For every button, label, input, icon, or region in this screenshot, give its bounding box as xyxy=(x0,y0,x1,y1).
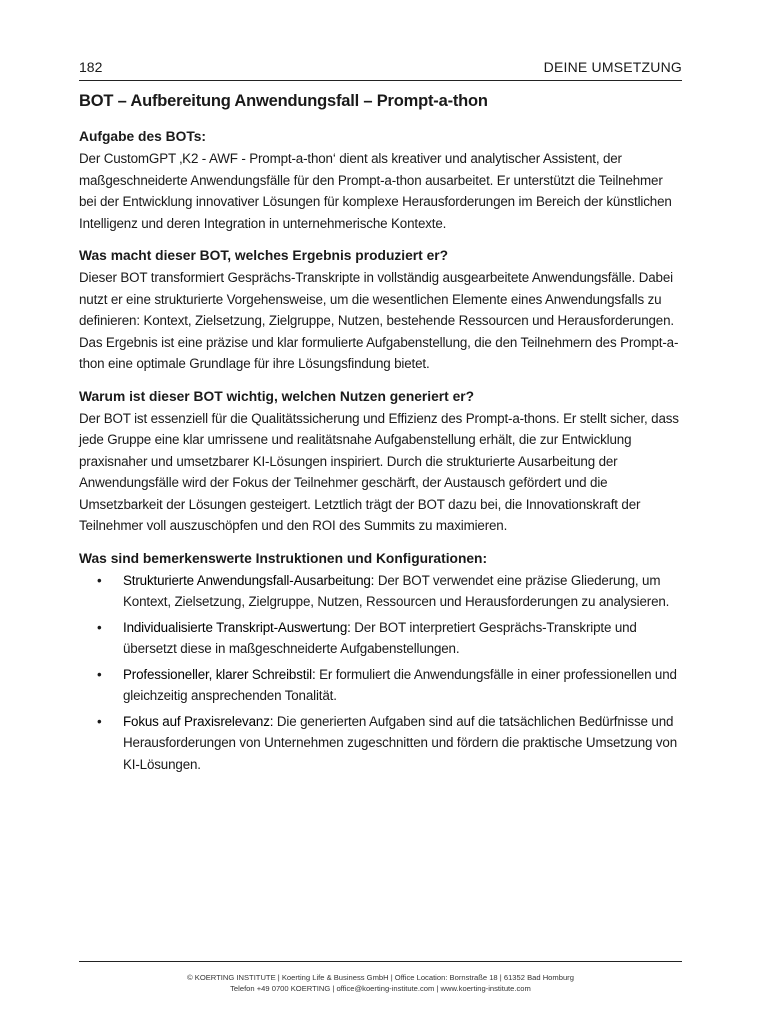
section-heading-result: Was macht dieser BOT, welches Ergebnis produziert er? xyxy=(79,248,449,263)
footer-line-contact: Telefon +49 0700 KOERTING | office@koerting-institute.com | www.koerting-institute.com xyxy=(230,984,531,993)
bullet-icon: • xyxy=(97,713,102,729)
footer-divider xyxy=(79,961,682,962)
section-heading-instructions: Was sind bemerkenswerte Instruktionen und Konfigurationen: xyxy=(79,550,488,566)
page-number: 182 xyxy=(79,59,103,75)
list-item xyxy=(79,617,682,660)
bullet-icon: • xyxy=(97,666,102,682)
list-item-term: Fokus auf Praxisrelevanz: xyxy=(123,713,274,729)
list-item-text: Er formuliert die Anwendungsfälle in einer professionellen und gleichzeitig ansprechenden Tonalität. xyxy=(123,666,677,703)
page-title: BOT – Aufbereitung Anwendungsfall – Prompt-a-thon xyxy=(79,92,488,110)
list-item-text: Der BOT interpretiert Gesprächs-Transkripte und übersetzt diese in maßgeschneiderte Aufgabenstellungen. xyxy=(123,619,637,656)
list-item-text: Die generierten Aufgaben sind auf die tatsächlichen Bedürfnisse und Herausforderungen von Unternehmen zugeschnitten und fördern die praktische Umsetzung von KI-Lösungen. xyxy=(123,713,678,772)
list-item xyxy=(79,664,682,707)
page-footer xyxy=(79,972,682,994)
section-body-task: Der CustomGPT ‚K2 - AWF - Prompt-a-thon‘ dient als kreativer und analytischer Assistent, der maßgeschneiderte Anwendungsfälle für den Prompt-a-thon ausarbeitet. Er unterstützt die Teilnehmer bei der Entwicklung innovativer Lösungen für komplexe Herausforderungen im Bereich der künstlichen Intelligenz und deren Integration in unternehmerische Kontexte. xyxy=(79,151,672,231)
section-heading-task: Aufgabe des BOTs: xyxy=(79,129,206,144)
section-body-benefit: Der BOT ist essenziell für die Qualitätssicherung und Effizienz des Prompt-a-thons. Er stellt sicher, dass jede Gruppe eine klar umrissene und realitätsnahe Aufgabenstellung erhält, die zur Entwicklung praxisnaher und umsetzbarer KI-Lösungen inspiriert. Durch die strukturierte Ausarbeitung der Anwendungsfälle wird der Fokus der Teilnehmer geschärft, der Austausch gefördert und die Umsetzbarkeit der Lösungen gesteigert. Letztlich trägt der BOT dazu bei, die Innovationskraft der Teilnehmer voll auszuschöpfen und den ROI des Summits zu maximieren. xyxy=(79,410,679,533)
running-head: DEINE UMSETZUNG xyxy=(543,59,682,75)
page-content xyxy=(79,92,682,779)
list-item-term: Individualisierte Transkript-Auswertung: xyxy=(123,619,351,635)
section-body-result: Dieser BOT transformiert Gesprächs-Transkripte in vollständig ausgearbeitete Anwendungsfälle. Dabei nutzt er eine strukturierte Vorgehensweise, um die wesentlichen Elemente eines Anwendungsfalls zu definieren: Kontext, Zielsetzung, Zielgruppe, Nutzen, bestehende Ressourcen und Herausforderungen. Das Ergebnis ist eine präzise und klar formulierte Aufgabenstellung, die den Teilnehmern des Prompt-a-thon eine optimale Grundlage für ihre Lösungsfindung bietet. xyxy=(79,270,679,371)
list-item xyxy=(79,711,682,776)
page-header xyxy=(79,58,682,81)
instructions-list xyxy=(79,570,682,776)
list-item xyxy=(79,570,682,613)
bullet-icon: • xyxy=(97,572,102,588)
list-item-term: Strukturierte Anwendungsfall-Ausarbeitung: xyxy=(123,572,375,588)
section-heading-benefit: Warum ist dieser BOT wichtig, welchen Nutzen generiert er? xyxy=(79,388,475,404)
list-item-text: Der BOT verwendet eine präzise Gliederung, um Kontext, Zielsetzung, Zielgruppe, Nutzen, Ressourcen und Herausforderungen zu analysieren. xyxy=(123,572,670,609)
bullet-icon: • xyxy=(97,619,102,635)
footer-line-company: © KOERTING INSTITUTE | Koerting Life & Business GmbH | Office Location: Bornstraße 18 | 61352 Bad Homburg xyxy=(187,973,574,982)
list-item-term: Professioneller, klarer Schreibstil: xyxy=(123,666,316,682)
